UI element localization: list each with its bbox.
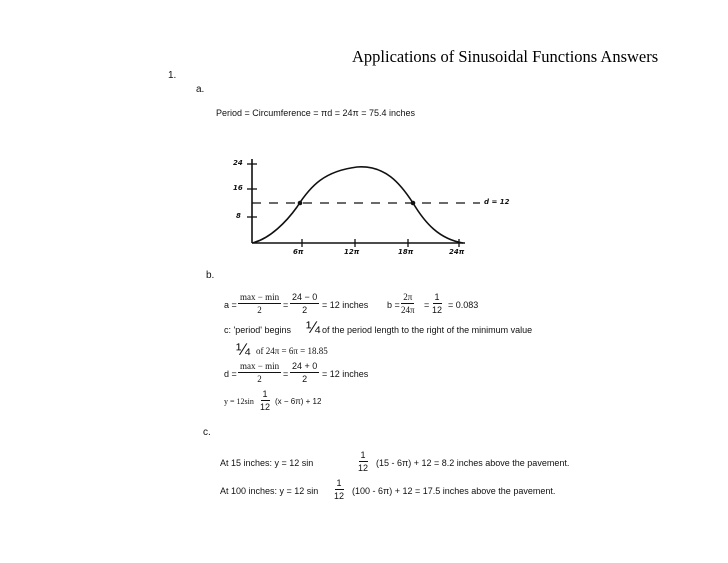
d-fraction-1-den: 2: [257, 374, 262, 384]
period-equation: Period = Circumference = πd = 24π = 75.4 inches: [216, 108, 416, 118]
b-fraction-1: [401, 292, 415, 315]
c1-fraction: [358, 450, 368, 473]
x-label-18pi: 18π: [398, 248, 414, 256]
b-equals: =: [424, 300, 430, 310]
part-b-label: b.: [206, 270, 215, 281]
midline-point-right: [411, 201, 416, 206]
y-label-8: 8: [236, 212, 241, 220]
c-line-end: of the period length to the right of the minimum value: [322, 325, 533, 335]
y-fraction: [260, 389, 270, 412]
x-label-24pi: 24π: [449, 248, 465, 256]
a-lhs: a =: [224, 300, 237, 310]
d-result: = 12 inches: [322, 369, 369, 379]
c1-fraction-num: 1: [360, 450, 366, 460]
a-result: = 12 inches: [322, 300, 369, 310]
c2-fraction-num: 1: [336, 478, 342, 488]
c1-end: (15 - 6π) + 12 = 8.2 inches above the pavement.: [376, 458, 570, 468]
d-fraction-2-den: 2: [302, 374, 308, 384]
quarter-2: ¼: [236, 340, 251, 359]
b-fraction-2-den: 12: [432, 305, 443, 315]
b-lhs: b =: [387, 300, 400, 310]
d-fraction-2: [290, 361, 319, 384]
d-fraction-1: [238, 361, 281, 384]
b-result: = 0.083: [448, 300, 479, 310]
c2-fraction-den: 12: [334, 491, 345, 501]
c-quarter: ¼: [306, 318, 321, 337]
b-fraction-1-num: 2π: [403, 292, 413, 302]
a-fraction-1-den: 2: [257, 305, 262, 315]
a-fraction-2: [290, 292, 319, 315]
y-fraction-den: 12: [260, 402, 271, 412]
midline-point-left: [298, 201, 303, 206]
c-line-start: c: 'period' begins: [224, 325, 291, 335]
a-fraction-1: [238, 292, 281, 315]
b-fraction-1-den: 24π: [401, 305, 415, 315]
part-c-label: c.: [203, 427, 211, 438]
d-equals: =: [283, 369, 289, 379]
d-lhs: d =: [224, 369, 237, 379]
a-fraction-1-num: max − min: [240, 292, 280, 302]
quarter-line: of 24π = 6π = 18.85: [256, 346, 328, 356]
midline-label: d = 12: [484, 198, 510, 206]
a-fraction-2-den: 2: [302, 305, 308, 315]
page-title: Applications of Sinusoidal Functions Answers: [352, 47, 659, 66]
c1-start: At 15 inches: y = 12 sin: [220, 458, 314, 468]
a-equals: =: [283, 300, 289, 310]
b-fraction-2: [432, 292, 442, 315]
d-fraction-2-num: 24 + 0: [292, 361, 318, 371]
x-label-6pi: 6π: [293, 248, 304, 256]
sinusoid-graph: [225, 155, 530, 263]
problem-number: 1.: [168, 70, 177, 81]
y-label-24: 24: [233, 159, 243, 167]
x-label-12pi: 12π: [344, 248, 360, 256]
c2-end: (100 - 6π) + 12 = 17.5 inches above the pavement.: [352, 486, 556, 496]
a-fraction-2-num: 24 − 0: [292, 292, 318, 302]
part-a-label: a.: [196, 84, 205, 95]
y-lhs: y = 12sin: [224, 397, 254, 406]
c1-fraction-den: 12: [358, 463, 369, 473]
b-fraction-2-num: 1: [434, 292, 440, 302]
y-fraction-num: 1: [262, 389, 268, 399]
y-label-16: 16: [233, 184, 243, 192]
d-fraction-1-num: max − min: [240, 361, 280, 371]
sinusoid-curve: [252, 167, 463, 243]
c2-fraction: [334, 478, 344, 501]
c2-start: At 100 inches: y = 12 sin: [220, 486, 319, 496]
y-rest: (x − 6π) + 12: [275, 397, 322, 406]
